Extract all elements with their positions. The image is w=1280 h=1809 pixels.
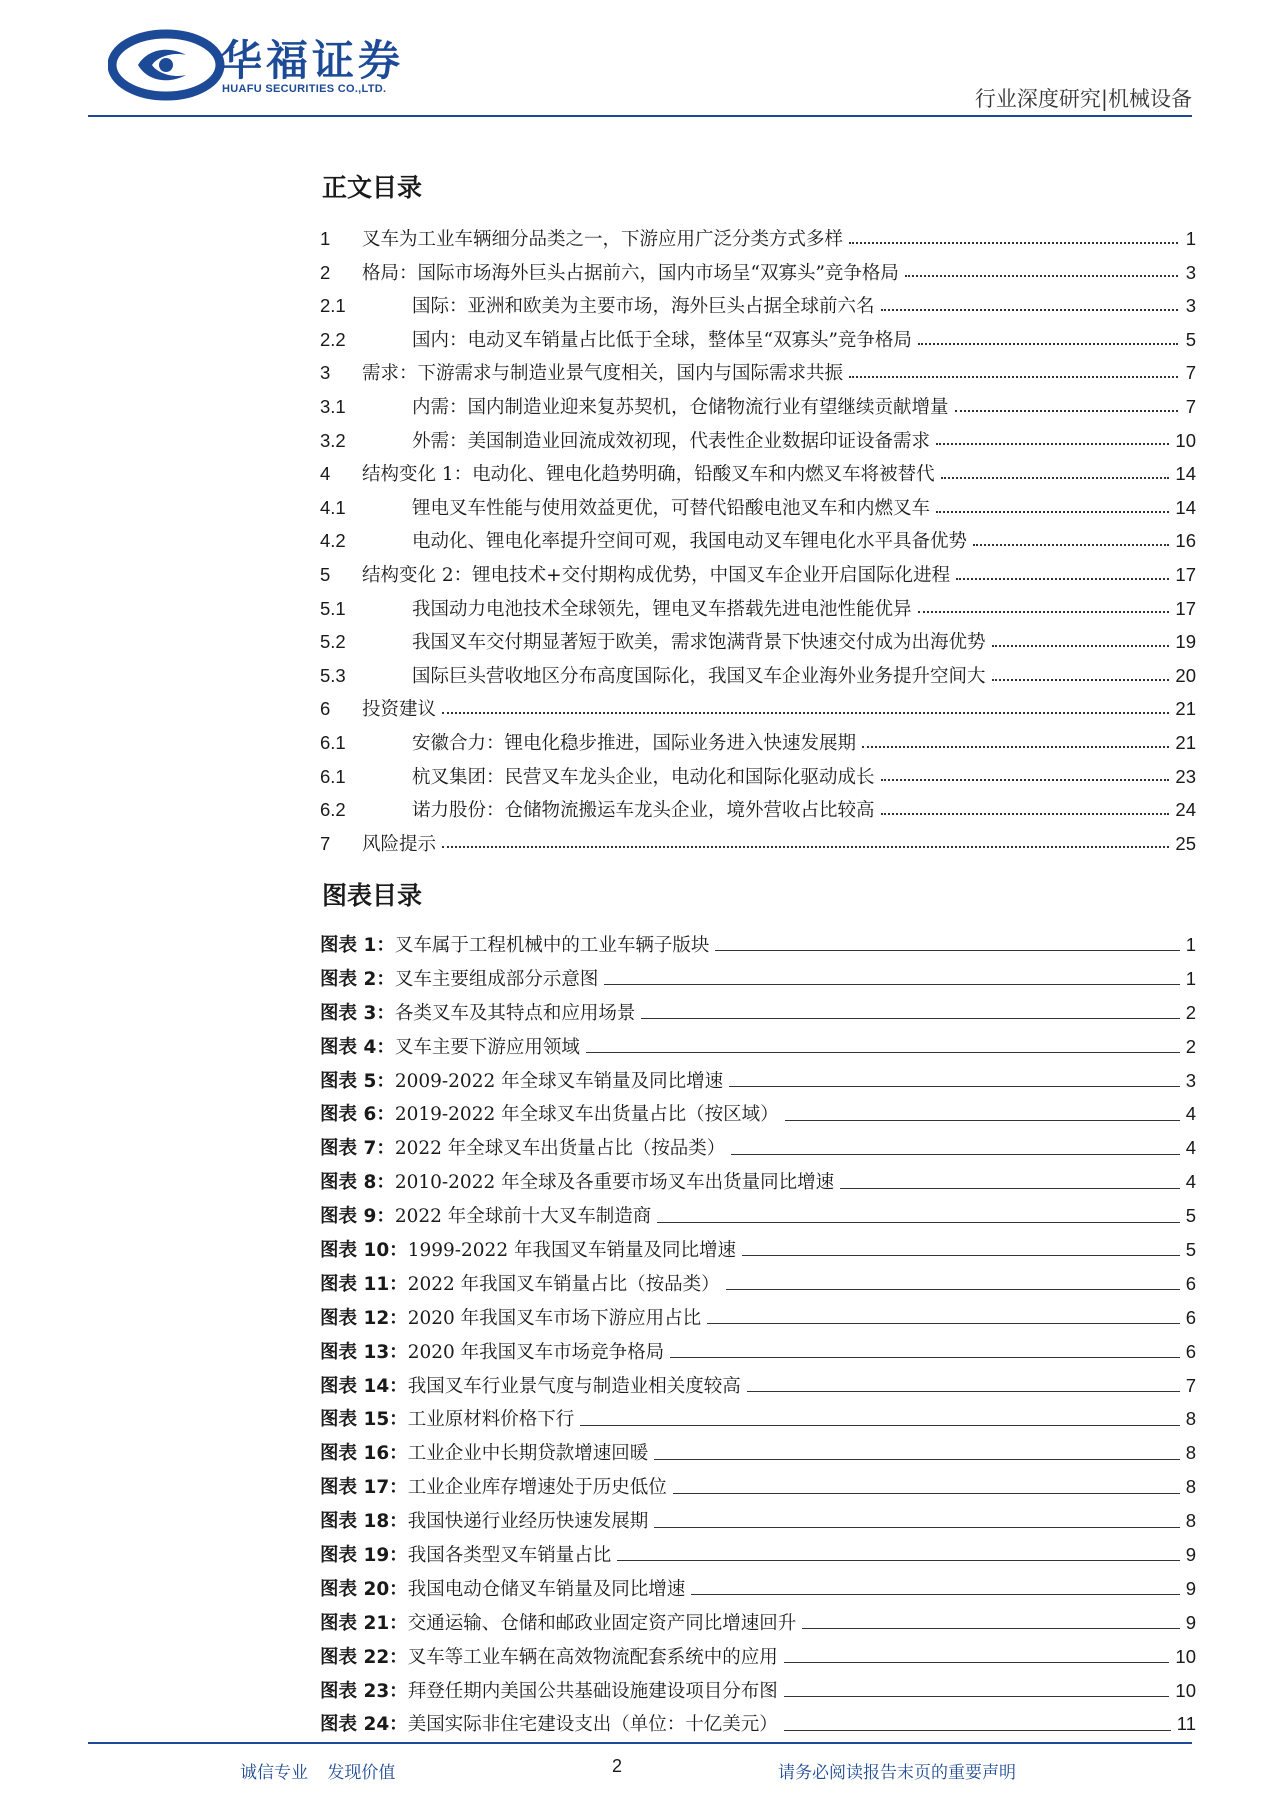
figure-entry-label: 图表 3：: [320, 1002, 395, 1024]
leader-line: [747, 1391, 1180, 1392]
figure-entry-page: 9: [1185, 1577, 1196, 1599]
figure-entry-title: 叉车属于工程机械中的工业车辆子版块: [394, 935, 710, 956]
dot-leader: [956, 578, 1169, 580]
dot-leader: [862, 746, 1169, 748]
figure-entry-label: 图表 12：: [320, 1307, 408, 1329]
figure-entry-page: 2: [1185, 1001, 1196, 1023]
figure-entry-title: 工业企业中长期贷款增速回暖: [407, 1443, 649, 1465]
dot-leader: [918, 611, 1170, 613]
toc-entry-number: 5: [320, 563, 331, 585]
figure-list: [320, 928, 1196, 1741]
figure-entry-page: 10: [1175, 1679, 1196, 1701]
figure-entry-page: 6: [1185, 1272, 1196, 1294]
figure-entry-label: 图表 18：: [320, 1511, 408, 1533]
figure-entry-title: 我国电动仓储叉车销量及同比增速: [407, 1578, 686, 1600]
figure-entry[interactable]: [320, 1199, 1196, 1233]
figure-entry-page: 11: [1176, 1713, 1196, 1735]
figure-entry[interactable]: [320, 1233, 1196, 1267]
figure-entry-label: 图表 1：: [320, 935, 395, 956]
leader-line: [707, 1323, 1180, 1324]
toc-heading: 正文目录: [322, 173, 423, 202]
figure-entry-title: 工业原材料价格下行: [407, 1409, 575, 1431]
leader-line: [657, 1222, 1179, 1223]
figure-entry[interactable]: [320, 1640, 1196, 1674]
dot-leader: [941, 477, 1170, 479]
figure-entry-page: 8: [1185, 1510, 1196, 1532]
toc-entry-number: 3: [320, 362, 331, 384]
figure-entry[interactable]: [320, 1436, 1196, 1470]
leader-line: [715, 950, 1179, 951]
figure-entry[interactable]: [320, 1538, 1196, 1572]
toc-entry-page: 5: [1185, 328, 1196, 350]
dot-leader: [849, 376, 1178, 378]
figure-entry[interactable]: [320, 996, 1196, 1030]
toc-entry-page: 14: [1175, 463, 1196, 485]
figure-entry-page: 1: [1185, 934, 1196, 955]
header-divider: [88, 115, 1192, 117]
dot-leader: [442, 846, 1169, 848]
figure-entry-label: 图表 23：: [320, 1680, 408, 1702]
toc-entry-title: 结构变化 1：电动化、锂电化趋势明确，铅酸叉车和内燃叉车将被替代: [362, 464, 935, 486]
figure-entry[interactable]: [320, 928, 1196, 962]
figure-entry[interactable]: [320, 1572, 1196, 1606]
figure-entry[interactable]: [320, 1064, 1196, 1098]
toc-entry[interactable]: [320, 457, 1196, 491]
toc-entry[interactable]: [320, 592, 1196, 626]
page-number: 2: [612, 1756, 623, 1776]
figure-entry-title: 我国快递行业经历快速发展期: [407, 1511, 649, 1533]
toc-entry-number: 5.3: [320, 664, 346, 686]
figure-entry-label: 图表 19：: [320, 1545, 408, 1567]
toc-entry[interactable]: [320, 793, 1196, 827]
toc-entry-title: 我国叉车交付期显著短于欧美，需求饱满背景下快速交付成为出海优势: [412, 632, 986, 654]
toc-entry-title: 投资建议: [362, 699, 437, 721]
figure-entry[interactable]: [320, 1470, 1196, 1504]
leader-line: [641, 1018, 1179, 1019]
figure-entry-page: 6: [1185, 1340, 1196, 1362]
leader-line: [673, 1493, 1180, 1494]
leader-line: [654, 1527, 1180, 1528]
toc-entry-number: 1: [320, 228, 331, 249]
toc-entry[interactable]: [320, 222, 1196, 256]
figure-entry-title: 1999-2022 年我国叉车销量及同比增速: [407, 1240, 736, 1262]
leader-line: [670, 1357, 1180, 1358]
toc-entry-number: 6.2: [320, 799, 346, 821]
toc-entry-number: 6.1: [320, 765, 346, 787]
toc-entry-page: 7: [1185, 395, 1196, 417]
toc-entry-page: 24: [1175, 799, 1196, 821]
figure-entry[interactable]: [320, 1165, 1196, 1199]
toc-entry-title: 格局：国际市场海外巨头占据前六，国内市场呈“双寡头”竞争格局: [362, 262, 899, 284]
figure-entry[interactable]: [320, 1402, 1196, 1436]
leader-line: [802, 1628, 1180, 1629]
figure-entry-page: 4: [1185, 1103, 1196, 1125]
figure-entry-title: 叉车等工业车辆在高效物流配套系统中的应用: [407, 1646, 778, 1668]
toc-entry-title: 风险提示: [362, 833, 437, 855]
toc-entry[interactable]: [320, 659, 1196, 693]
toc-entry[interactable]: [320, 726, 1196, 760]
toc-entry-number: 5.1: [320, 597, 346, 619]
leader-line: [784, 1662, 1170, 1663]
figure-entry-label: 图表 14：: [320, 1375, 408, 1397]
figure-entry-page: 5: [1185, 1239, 1196, 1261]
huafu-logo-icon: [108, 28, 228, 102]
toc-entry-page: 3: [1185, 295, 1196, 317]
toc-entry-page: 19: [1175, 631, 1196, 653]
brand-name-cn: 华福证券: [220, 36, 405, 85]
toc-entry-title: 锂电叉车性能与使用效益更优，可替代铅酸电池叉车和内燃叉车: [412, 497, 931, 519]
figure-entry-label: 图表 20：: [320, 1578, 408, 1600]
toc-entry-page: 23: [1175, 765, 1196, 787]
toc-entry-number: 2: [320, 261, 331, 283]
toc-entry[interactable]: [320, 289, 1196, 323]
toc-entry-number: 3.2: [320, 429, 346, 451]
leader-line: [617, 1560, 1180, 1561]
figure-entry[interactable]: [320, 1504, 1196, 1538]
figure-entry-label: 图表 17：: [320, 1477, 408, 1499]
dot-leader: [881, 779, 1170, 781]
figure-entry[interactable]: [320, 1606, 1196, 1640]
toc-entry-title: 国际：亚洲和欧美为主要市场，海外巨头占据全球前六名: [412, 296, 875, 318]
footer-slogan: 诚信专业 发现价值: [240, 1763, 396, 1783]
figure-entry-title: 2009-2022 年全球叉车销量及同比增速: [394, 1070, 724, 1092]
figure-entry-label: 图表 10：: [320, 1240, 408, 1262]
figure-entry-page: 9: [1185, 1544, 1196, 1566]
figure-entry-title: 2022 年我国叉车销量占比（按品类）: [407, 1273, 720, 1295]
toc-entry-page: 17: [1175, 563, 1196, 585]
figure-entry-label: 图表 16：: [320, 1443, 408, 1465]
figure-entry-label: 图表 15：: [320, 1409, 408, 1431]
figure-entry[interactable]: [320, 1674, 1196, 1708]
figure-entry[interactable]: [320, 1369, 1196, 1403]
figure-entry-title: 工业企业库存增速处于历史低位: [407, 1477, 667, 1499]
figure-entry-title: 叉车主要组成部分示意图: [394, 968, 599, 990]
toc-entry-number: 2.1: [320, 295, 346, 317]
figure-entry-label: 图表 8：: [320, 1172, 395, 1194]
toc-entry-number: 6.1: [320, 731, 346, 753]
toc-entry[interactable]: [320, 625, 1196, 659]
figure-entry-page: 8: [1185, 1476, 1196, 1498]
toc-entry-page: 17: [1175, 597, 1196, 619]
dot-leader: [881, 309, 1178, 311]
figure-entry-label: 图表 4：: [320, 1036, 395, 1058]
leader-line: [604, 984, 1179, 985]
toc-entry-number: 4.2: [320, 530, 346, 552]
toc-entry-page: 25: [1175, 832, 1196, 854]
dot-leader: [442, 712, 1169, 714]
leader-line: [731, 1154, 1179, 1155]
leader-line: [784, 1696, 1170, 1697]
figure-entry-label: 图表 7：: [320, 1138, 395, 1160]
figure-entry-title: 交通运输、仓储和邮政业固定资产同比增速回升: [407, 1612, 797, 1634]
dot-leader: [936, 511, 1169, 513]
leader-line: [586, 1052, 1180, 1053]
toc-entry[interactable]: [320, 491, 1196, 525]
figure-entry-label: 图表 2：: [320, 968, 395, 990]
figure-entry[interactable]: [320, 1131, 1196, 1165]
figure-entry-page: 6: [1185, 1306, 1196, 1328]
figure-entry-label: 图表 21：: [320, 1612, 408, 1634]
toc-entry[interactable]: [320, 827, 1196, 861]
toc-entry-title: 国际巨头营收地区分布高度国际化，我国叉车企业海外业务提升空间大: [412, 665, 986, 687]
figure-entry-title: 2020 年我国叉车市场竞争格局: [407, 1341, 665, 1363]
toc-entry-page: 10: [1175, 429, 1196, 451]
figure-entry-label: 图表 22：: [320, 1646, 408, 1668]
dot-leader: [936, 443, 1169, 445]
toc-entry[interactable]: [320, 692, 1196, 726]
figure-entry-title: 我国各类型叉车销量占比: [407, 1545, 612, 1567]
dot-leader: [881, 813, 1170, 815]
toc-entry-number: 4.1: [320, 496, 346, 518]
dot-leader: [905, 275, 1178, 277]
dot-leader: [918, 343, 1178, 345]
toc-entry[interactable]: [320, 424, 1196, 458]
figure-entry-label: 图表 9：: [320, 1206, 395, 1228]
leader-line: [840, 1188, 1180, 1189]
figure-entry-title: 2020 年我国叉车市场下游应用占比: [407, 1307, 702, 1329]
toc-entry[interactable]: [320, 323, 1196, 357]
figure-entry-title: 2022 年全球叉车出货量占比（按品类）: [394, 1138, 726, 1160]
footer-divider: [88, 1742, 1192, 1744]
figure-entry[interactable]: [320, 1097, 1196, 1131]
toc-entry[interactable]: [320, 760, 1196, 794]
figure-list-heading: 图表目录: [322, 881, 423, 910]
figure-entry[interactable]: [320, 1030, 1196, 1064]
dot-leader: [955, 410, 1178, 412]
leader-line: [691, 1594, 1180, 1595]
toc-entry[interactable]: [320, 390, 1196, 424]
figure-entry-label: 图表 13：: [320, 1341, 408, 1363]
toc-entry-title: 杭叉集团：民营叉车龙头企业，电动化和国际化驱动成长: [412, 766, 875, 788]
report-type: 行业深度研究|机械设备: [974, 87, 1192, 111]
toc-entry-page: 16: [1175, 530, 1196, 552]
toc-entry-number: 3.1: [320, 395, 346, 417]
toc-entry-title: 结构变化 2：锂电技术+交付期构成优势，中国叉车企业开启国际化进程: [362, 564, 951, 586]
leader-line: [654, 1459, 1180, 1460]
toc-entry-page: 21: [1175, 698, 1196, 720]
toc-entry-title: 电动化、锂电化率提升空间可观，我国电动叉车锂电化水平具备优势: [412, 531, 968, 553]
figure-entry[interactable]: [320, 1707, 1196, 1741]
figure-entry[interactable]: [320, 1301, 1196, 1335]
figure-entry-label: 图表 5：: [320, 1070, 395, 1092]
figure-entry-page: 10: [1175, 1645, 1196, 1667]
toc-entry-page: 21: [1175, 731, 1196, 753]
leader-line: [784, 1730, 1171, 1731]
figure-entry-title: 2019-2022 年全球叉车出货量占比（按区域）: [394, 1104, 779, 1126]
toc-entry-number: 2.2: [320, 328, 346, 350]
figure-entry-title: 2022 年全球前十大叉车制造商: [394, 1206, 652, 1228]
toc-entry[interactable]: [320, 558, 1196, 592]
toc-entry-title: 国内：电动叉车销量占比低于全球，整体呈“双寡头”竞争格局: [412, 329, 912, 351]
figure-entry-page: 4: [1185, 1137, 1196, 1159]
toc-entry-number: 6: [320, 698, 331, 720]
toc-entry-page: 14: [1175, 496, 1196, 518]
toc-entry-page: 3: [1185, 261, 1196, 283]
dot-leader: [849, 242, 1178, 244]
figure-entry-label: 图表 11：: [320, 1273, 408, 1295]
footer-disclaimer: 请务必阅读报告末页的重要声明: [778, 1763, 1016, 1783]
page-header: [0, 0, 1280, 120]
figure-entry-label: 图表 24：: [320, 1714, 408, 1736]
toc-entry-page: 7: [1185, 362, 1196, 384]
dot-leader: [992, 679, 1170, 681]
figure-entry-page: 8: [1185, 1442, 1196, 1464]
figure-entry-title: 拜登任期内美国公共基础设施建设项目分布图: [407, 1680, 778, 1702]
toc-entry-title: 诺力股份：仓储物流搬运车龙头企业，境外营收占比较高: [412, 800, 875, 822]
toc-entry-number: 7: [320, 832, 331, 854]
figure-entry-title: 美国实际非住宅建设支出（单位：十亿美元）: [407, 1714, 778, 1736]
leader-line: [729, 1086, 1180, 1087]
figure-entry[interactable]: [320, 962, 1196, 996]
figure-entry-page: 8: [1185, 1408, 1196, 1430]
toc-list: [320, 222, 1196, 860]
figure-entry-page: 4: [1185, 1171, 1196, 1193]
dot-leader: [992, 645, 1170, 647]
toc-entry-title: 需求：下游需求与制造业景气度相关，国内与国际需求共振: [362, 363, 844, 385]
toc-entry-page: 20: [1175, 664, 1196, 686]
figure-entry-page: 5: [1185, 1205, 1196, 1227]
toc-entry[interactable]: [320, 256, 1196, 290]
figure-entry-title: 我国叉车行业景气度与制造业相关度较高: [407, 1375, 741, 1397]
toc-entry-number: 4: [320, 463, 331, 485]
figure-entry-label: 图表 6：: [320, 1104, 395, 1126]
figure-entry[interactable]: [320, 1335, 1196, 1369]
figure-entry-page: 1: [1185, 967, 1196, 989]
toc-entry-title: 内需：国内制造业迎来复苏契机，仓储物流行业有望继续贡献增量: [412, 396, 949, 418]
figure-entry-page: 7: [1185, 1374, 1196, 1396]
toc-entry-title: 我国动力电池技术全球领先，锂电叉车搭载先进电池性能优异: [412, 598, 912, 620]
leader-line: [726, 1289, 1180, 1290]
toc-entry-number: 5.2: [320, 631, 346, 653]
toc-entry-title: 安徽合力：锂电化稳步推进，国际业务进入快速发展期: [412, 732, 857, 754]
toc-entry-title: 外需：美国制造业回流成效初现，代表性企业数据印证设备需求: [412, 430, 931, 452]
dot-leader: [973, 544, 1169, 546]
figure-entry-title: 2010-2022 年全球及各重要市场叉车出货量同比增速: [394, 1172, 835, 1194]
toc-entry[interactable]: [320, 356, 1196, 390]
figure-entry-title: 各类叉车及其特点和应用场景: [394, 1002, 636, 1024]
figure-entry-page: 9: [1185, 1611, 1196, 1633]
figure-entry[interactable]: [320, 1267, 1196, 1301]
toc-entry-title: 叉车为工业车辆细分品类之一，下游应用广泛分类方式多样: [362, 229, 844, 250]
brand-name-en: HUAFU SECURITIES CO.,LTD.: [222, 83, 387, 95]
leader-line: [580, 1425, 1180, 1426]
leader-line: [785, 1120, 1180, 1121]
figure-entry-page: 2: [1185, 1035, 1196, 1057]
leader-line: [742, 1255, 1180, 1256]
figure-entry-page: 3: [1185, 1069, 1196, 1091]
figure-entry-title: 叉车主要下游应用领域: [394, 1036, 580, 1058]
toc-entry-page: 1: [1185, 228, 1196, 249]
toc-entry[interactable]: [320, 524, 1196, 558]
